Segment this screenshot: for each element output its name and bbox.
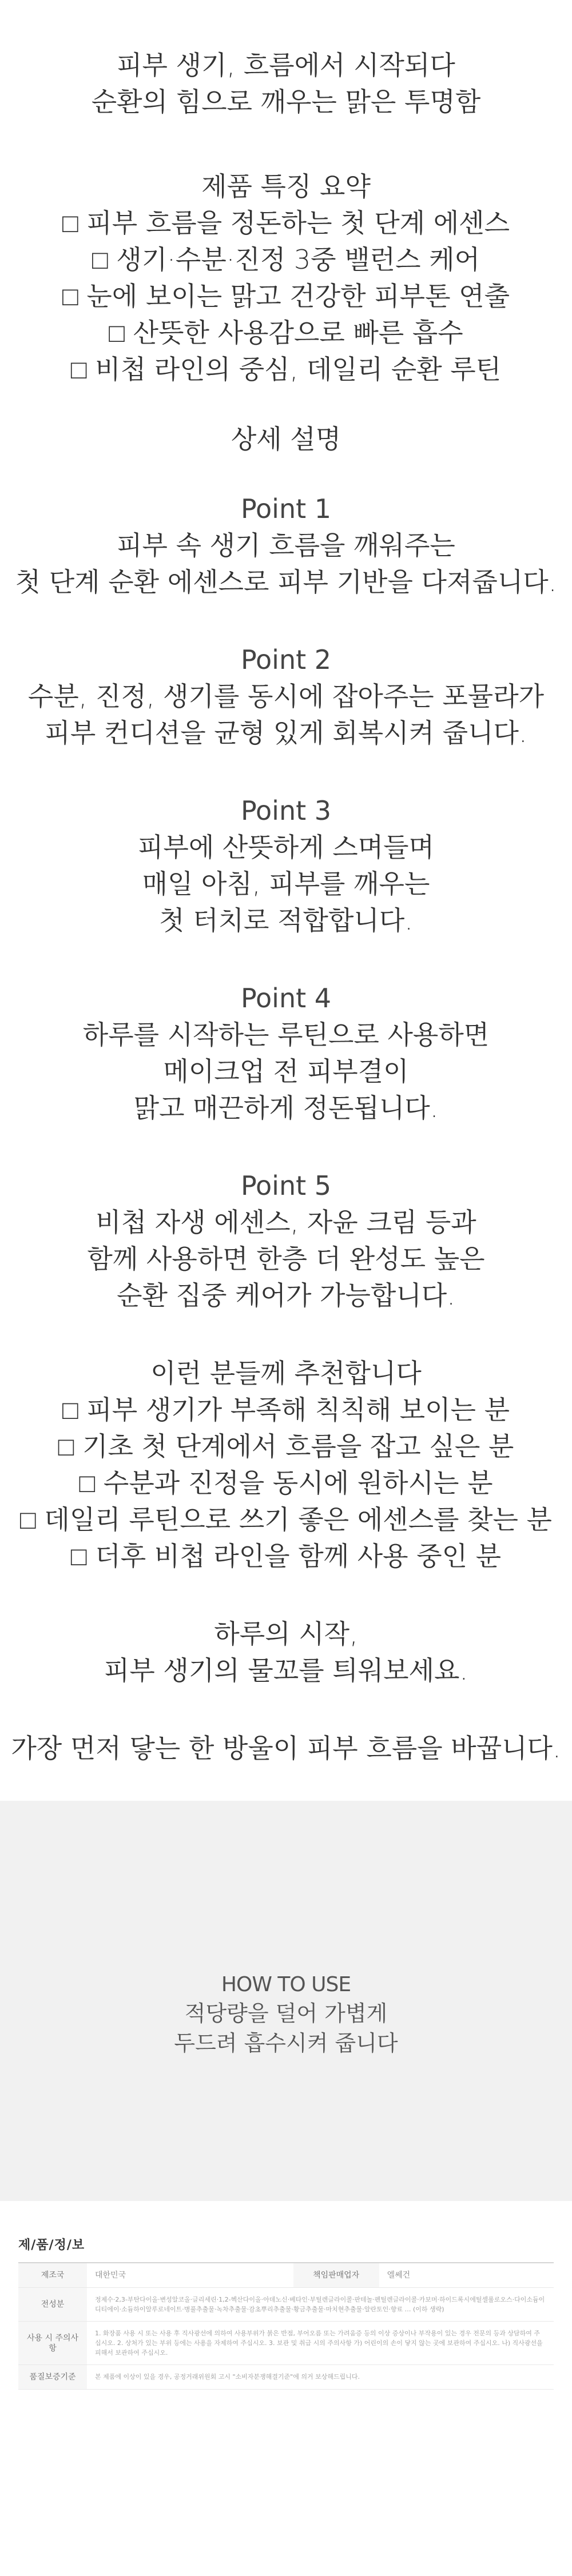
point-line: 순환 집중 케어가 가능합니다. [117,1280,455,1311]
point-line: 매일 아침, 피부를 깨우는 [142,868,430,899]
table-row [18,2263,554,2288]
point-title: Point 2 [240,644,332,675]
final-line: 가장 먼저 닿는 한 방울이 피부 흐름을 바꿉니다. [11,1733,561,1764]
point-line: 피부 속 생기 흐름을 깨워주는 [117,530,455,561]
recommend-item: □ 더후 비첩 라인을 함께 사용 중인 분 [70,1541,502,1572]
feature-item: □ 생기·수분·진정 3중 밸런스 케어 [92,244,480,275]
point-line: 첫 터치로 적합합니다. [159,905,413,936]
warranty-value: 본 제품에 이상이 있을 경우, 공정거래위원회 고시 "소비자분쟁해결기준"에 의거 보상해드립니다. [87,2365,554,2390]
caution-value: 1. 화장품 사용 시 또는 사용 후 직사광선에 의하여 사용부위가 붉은 반점, 부어오름 또는 가려움증 등의 이상 증상이나 부작용이 있는 경우 전문의 등과 상담하여 주십시오. 2. 상처가 있는 부위 등에는 사용을 자제하여 주십시오. 3. 보관 및 취급 시의 주의사항 가) 어린이의 손이 닿지 않는 곳에 보관하여 주십시오. 나) 직사광선을 피해서 보관하여 주십시오. [87,2322,554,2365]
headline-line: 순환의 힘으로 깨우는 맑은 투명함 [91,86,481,117]
point-line: 맑고 매끈하게 정돈됩니다. [133,1092,439,1123]
origin-label: 제조국 [18,2263,87,2288]
how-to-use-line: 적당량을 덜어 가볍게 [184,2001,388,2026]
point-title: Point 3 [240,795,332,826]
closing-line: 피부 생기의 물꼬를 틔워보세요. [104,1655,468,1686]
feature-item: □ 산뜻한 사용감으로 빠른 흡수 [109,317,463,348]
feature-item: □ 피부 흐름을 정돈하는 첫 단계 에센스 [62,208,510,238]
how-to-use-title: HOW TO USE [221,1973,351,1996]
point-title: Point 4 [240,983,332,1014]
point-line: 수분, 진정, 생기를 동시에 잡아주는 포뮬라가 [27,681,545,712]
recommend-item: □ 수분과 진정을 동시에 원하시는 분 [79,1468,493,1498]
detail-title: 상세 설명 [231,424,341,454]
feature-item: □ 눈에 보이는 맑고 건강한 피부톤 연출 [62,281,510,312]
table-row [18,2288,554,2322]
point-line: 메이크업 전 피부결이 [163,1056,409,1087]
ingredients-label: 전성분 [18,2288,87,2322]
origin-value: 대한민국 [87,2263,293,2288]
feature-item: □ 비첩 라인의 중심, 데일리 순환 루틴 [70,354,502,385]
point-title: Point 1 [240,493,332,524]
point-line: 피부 컨디션을 균형 있게 회복시켜 줍니다. [45,717,527,748]
point-line: 비첩 자생 에센스, 자윤 크림 등과 [96,1207,476,1238]
seller-label: 책임판매업자 [293,2263,379,2288]
recommend-item: □ 기초 첫 단계에서 흐름을 잡고 싶은 분 [58,1431,514,1462]
closing-line: 하루의 시작, [214,1618,358,1649]
point-line: 함께 사용하면 한층 더 완성도 높은 [87,1243,485,1274]
features-title: 제품 특징 요약 [201,171,371,202]
recommend-title: 이런 분들께 추천합니다 [150,1358,422,1389]
seller-value: 엘쎄건 [379,2263,554,2288]
product-info-section [0,2201,572,2390]
headline-line: 피부 생기, 흐름에서 시작되다 [117,50,455,81]
product-info-table [18,2262,554,2390]
table-row [18,2365,554,2390]
how-to-use-line: 두드려 흡수시켜 줍니다 [174,2031,398,2056]
point-line: 첫 단계 순환 에센스로 피부 기반을 다져줍니다. [15,567,557,597]
product-info-title: 제/품/정/보 [18,2238,85,2252]
how-to-use-section [0,1801,572,2201]
ingredients-value: 정제수·2,3-부탄다이올·변성알코올·글리세린·1,2-헥산다이올·아데노신·베타인·부틸렌글라이콜·판테놀·펜틸렌글라이콜·카보머·하이드록시에틸셀룰로오스·다이소듐이디티에이·소듐하이알루로네이트·병풀추출물·녹차추출물·감초뿌리추출물·황금추출물·마치현추출물·알란토인·향료 … (이하 생략) [87,2288,554,2322]
point-line: 피부에 산뜻하게 스며들며 [137,832,435,863]
recommend-item: □ 피부 생기가 부족해 칙칙해 보이는 분 [62,1394,510,1425]
warranty-label: 품질보증기준 [18,2365,87,2390]
table-row [18,2322,554,2365]
caution-label: 사용 시 주의사항 [18,2322,87,2365]
point-line: 하루를 시작하는 루틴으로 사용하면 [82,1019,490,1050]
recommend-item: □ 데일리 루틴으로 쓰기 좋은 에센스를 찾는 분 [20,1504,552,1535]
point-title: Point 5 [240,1170,332,1201]
